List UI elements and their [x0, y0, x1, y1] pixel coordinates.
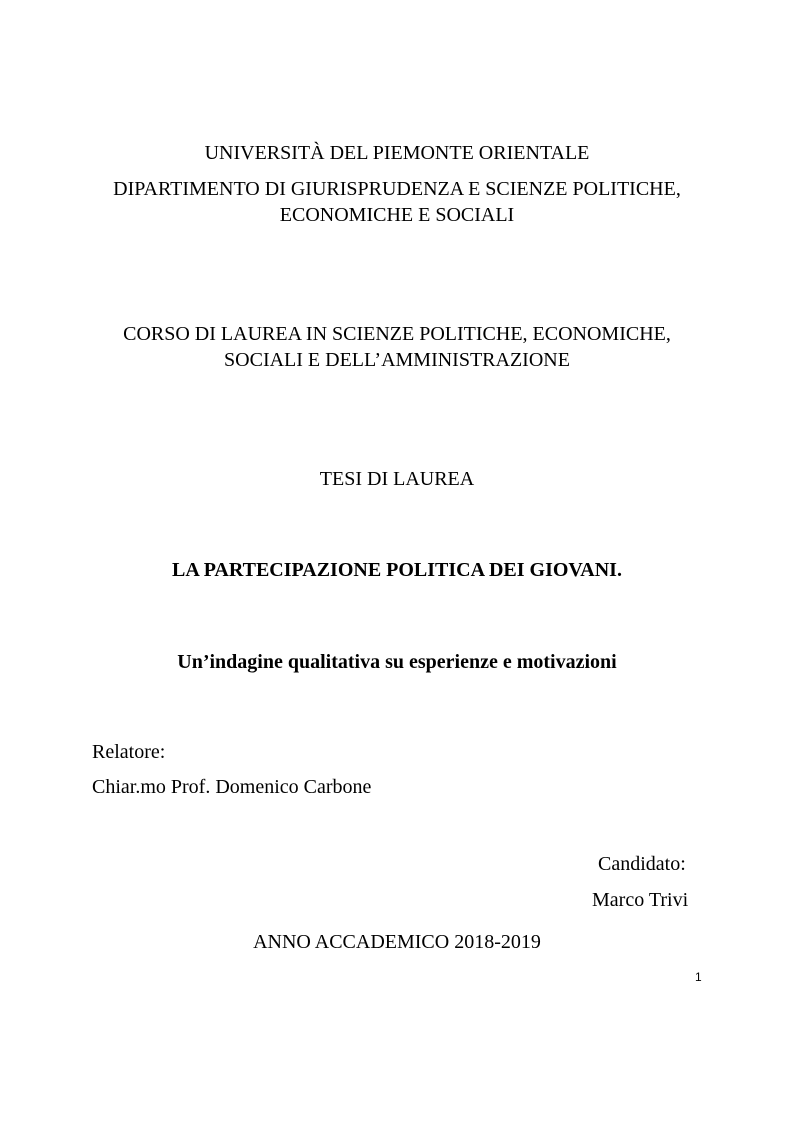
thesis-label: TESI DI LAUREA — [319, 468, 475, 490]
candidate-label: Candidato: — [598, 853, 686, 875]
thesis-title: LA PARTECIPAZIONE POLITICA DEI GIOVANI. — [172, 559, 622, 581]
department-line-1: DIPARTIMENTO DI GIURISPRUDENZA E SCIENZE POLITICHE, — [113, 178, 681, 200]
candidate-name: Marco Trivi — [592, 889, 689, 911]
department-line-2: ECONOMICHE E SOCIALI — [279, 204, 515, 226]
supervisor-name: Chiar.mo Prof. Domenico Carbone — [92, 776, 372, 798]
supervisor-label: Relatore: — [92, 741, 166, 763]
page-number: 1 — [695, 970, 702, 984]
course-line-2: SOCIALI E DELL’AMMINISTRAZIONE — [224, 349, 570, 371]
academic-year: ANNO ACCADEMICO 2018-2019 — [253, 931, 541, 953]
thesis-subtitle: Un’indagine qualitativa su esperienze e motivazioni — [177, 651, 617, 673]
university-name: UNIVERSITÀ DEL PIEMONTE ORIENTALE — [204, 142, 590, 164]
course-line-1: CORSO DI LAUREA IN SCIENZE POLITICHE, ECONOMICHE, — [123, 323, 671, 345]
